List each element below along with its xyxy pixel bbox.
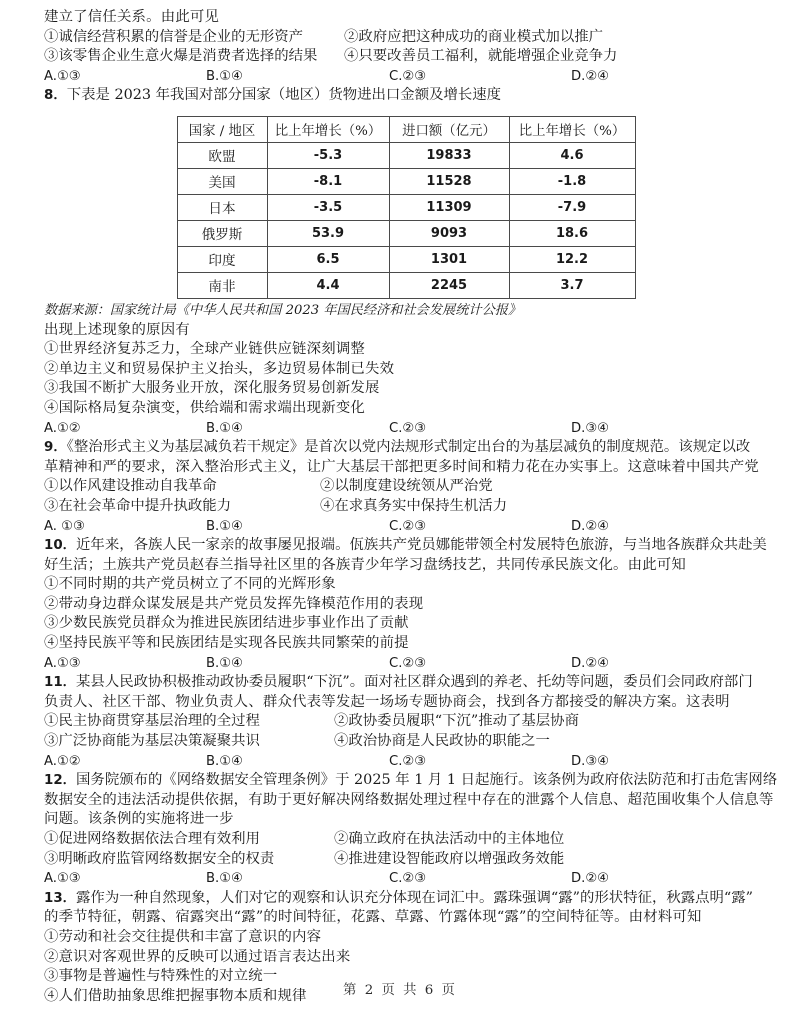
cell-growth2: 12.2 [509, 246, 635, 272]
q7-option-a[interactable]: A.①③ [44, 68, 81, 84]
q8-option-a[interactable]: A.①② [44, 420, 81, 436]
q7-sub-options-row-1 [44, 28, 760, 48]
q8-sub-option-3: ③我国不断扩大服务业开放，深化服务贸易创新发展 [44, 380, 380, 397]
q8-sub-option-1: ①世界经济复苏乏力，全球产业链供应链深刻调整 [44, 341, 365, 358]
cell-growth2: 3.7 [509, 272, 635, 298]
q8-data-source: 数据来源：国家统计局《中华人民共和国 2023 年国民经济和社会发展统计公报》 [44, 302, 522, 318]
cell-growth1: -3.5 [267, 194, 389, 220]
q10-stem-line-2: 好生活；土族共产党员赵春兰指导社区里的各族青少年学习盘绣技艺，共同传承民族文化。由此可知 [44, 556, 686, 573]
q11-number: 11． [44, 675, 77, 691]
q11-stem-line-2: 负责人、社区干部、物业负责人、群众代表等发起一场场专题协商会，找到各方都接受的解决方案。这表明 [44, 693, 730, 710]
q10-option-d[interactable]: D.②④ [571, 655, 609, 671]
q9-sub-option-4: ④在求真务实中保持生机活力 [320, 497, 508, 514]
table-row [177, 220, 635, 246]
cell-growth1: 53.9 [267, 220, 389, 246]
q11-option-d[interactable]: D.③④ [571, 753, 609, 769]
q12-sub-option-1: ①促进网络数据依法合理有效利用 [44, 831, 260, 847]
q12-sub-option-4: ④推进建设智能政府以增强政务效能 [334, 850, 565, 867]
trade-data-table [177, 116, 636, 299]
cell-country: 俄罗斯 [177, 220, 267, 246]
q8-stem [44, 86, 760, 106]
q9-stem-text-1: 《整治形式主义为基层减负若干规定》是首次以党内法规形式制定出台的为基层减负的制度规范。该规定以改 [66, 439, 751, 456]
q11-answer-options [44, 752, 760, 772]
q12-stem-line-3: 问题。该条例的实施将进一步 [44, 811, 234, 828]
q8-prompt: 出现上述现象的原因有 [44, 321, 190, 338]
q7-option-b[interactable]: B.①④ [206, 68, 243, 84]
q7-option-d[interactable]: D.②④ [571, 68, 609, 84]
q9-option-c[interactable]: C.②③ [389, 518, 427, 534]
cell-country: 美国 [177, 168, 267, 194]
cell-import: 11528 [389, 168, 509, 194]
q12-stem-line-2: 数据安全的违法活动提供依据，有助于更好解决网络数据处理过程中存在的泄露个人信息、超范围收集个人信息等 [44, 791, 774, 808]
q8-option-d[interactable]: D.③④ [571, 420, 609, 436]
q11-option-b[interactable]: B.①④ [206, 753, 243, 769]
q13-sub-option-1: ①劳动和社会交往提供和丰富了意识的内容 [44, 928, 322, 945]
q8-stem-text: 下表是 2023 年我国对部分国家（地区）货物进出口金额及增长速度 [66, 87, 502, 104]
q12-stem-line-1 [44, 771, 778, 791]
table-row [177, 246, 635, 272]
cell-growth2: -1.8 [509, 168, 635, 194]
q12-option-a[interactable]: A.①③ [44, 871, 81, 887]
cell-growth1: -8.1 [267, 168, 389, 194]
q10-option-a[interactable]: A.①③ [44, 655, 81, 671]
q8-option-b[interactable]: B.①④ [206, 420, 243, 436]
cell-import: 1301 [389, 246, 509, 272]
q10-number: 10． [44, 538, 77, 554]
table-row [177, 142, 635, 168]
q10-answer-options [44, 654, 760, 674]
q13-stem-line-1 [44, 889, 760, 909]
cell-growth2: -7.9 [509, 194, 635, 220]
q12-sub-option-2: ②确立政府在执法活动中的主体地位 [334, 831, 565, 847]
q12-stem-text-1: 国务院颁布的《网络数据安全管理条例》于 2025 年 1 月 1 日起施行。该条例为政府依法防范和打击危害网络 [76, 772, 778, 789]
q9-stem-line-1 [44, 438, 760, 458]
q11-sub-options-row-1 [44, 712, 760, 732]
cell-import: 11309 [389, 194, 509, 220]
table-row [177, 272, 635, 298]
cell-growth1: 4.4 [267, 272, 389, 298]
q7-sub-option-4: ④只要改善员工福利，就能增强企业竞争力 [344, 48, 618, 65]
cell-import: 2245 [389, 272, 509, 298]
page-content [44, 8, 778, 1006]
q8-number: 8． [44, 88, 67, 104]
cell-country: 南非 [177, 272, 267, 298]
q13-sub-option-4: ④人们借助抽象思维把握事物本质和规律 [44, 987, 307, 1004]
q7-lead: 建立了信任关系。由此可见 [44, 9, 220, 25]
q9-sub-option-3: ③在社会革命中提升执政能力 [44, 497, 232, 514]
q10-sub-option-4: ④坚持民族平等和民族团结是实现各民族共同繁荣的前提 [44, 635, 409, 652]
cell-growth2: 4.6 [509, 142, 635, 168]
q7-sub-option-3: ③该零售企业生意火爆是消费者选择的结果 [44, 48, 318, 65]
q10-stem-line-1 [44, 536, 767, 556]
q11-stem-line-1 [44, 673, 760, 693]
q8-table-container [44, 116, 760, 299]
q10-option-c[interactable]: C.②③ [389, 655, 427, 671]
q12-sub-options-row-2 [44, 850, 760, 870]
q7-answer-options [44, 67, 760, 87]
q8-sub-option-4: ④国际格局复杂演变，供给端和需求端出现新变化 [44, 399, 365, 416]
page-footer: 第 2 页 共 6 页 [343, 983, 457, 998]
q8-option-c[interactable]: C.②③ [389, 420, 427, 436]
q9-option-b[interactable]: B.①④ [206, 518, 243, 534]
q8-sub-option-2: ②单边主义和贸易保护主义抬头，多边贸易体制已失效 [44, 360, 395, 377]
q10-sub-option-3: ③少数民族党员群众为推进民族团结进步事业作出了贡献 [44, 615, 409, 632]
q11-sub-option-1: ①民主协商贯穿基层治理的全过程 [44, 713, 260, 730]
cell-growth1: -5.3 [267, 142, 389, 168]
table-header-growth-export: 比上年增长（%） [267, 116, 389, 142]
q10-sub-option-1: ①不同时期的共产党员树立了不同的光辉形象 [44, 576, 336, 593]
cell-country: 印度 [177, 246, 267, 272]
cell-growth2: 18.6 [509, 220, 635, 246]
cell-import: 9093 [389, 220, 509, 246]
table-header-row [177, 116, 635, 142]
q12-option-d[interactable]: D.②④ [571, 871, 609, 887]
q11-sub-option-2: ②政协委员履职“下沉”推动了基层协商 [334, 713, 579, 730]
table-header-import-amount: 进口额（亿元） [389, 116, 509, 142]
q11-sub-option-4: ④政治协商是人民政协的职能之一 [334, 733, 550, 750]
q11-sub-option-3: ③广泛协商能为基层决策凝聚共识 [44, 733, 260, 750]
q7-sub-option-1: ①诚信经营积累的信誉是企业的无形资产 [44, 28, 304, 45]
q12-sub-options-row-1 [44, 830, 760, 850]
q13-number: 13． [44, 890, 77, 906]
q12-option-c[interactable]: C.②③ [389, 871, 427, 887]
q7-sub-option-2: ②政府应把这种成功的商业模式加以推广 [344, 28, 604, 45]
cell-growth1: 6.5 [267, 246, 389, 272]
q10-sub-option-2: ②带动身边群众谋发展是共产党员发挥先锋模范作用的表现 [44, 595, 424, 612]
q11-option-a[interactable]: A.①② [44, 753, 81, 769]
q12-answer-options [44, 869, 760, 889]
cell-country: 日本 [177, 194, 267, 220]
q9-option-d[interactable]: D.②④ [571, 518, 609, 534]
q10-stem-text-1: 近年来，各族人民一家亲的故事屡见报端。佤族共产党员娜能带领全村发展特色旅游，与当地各族群众共赴美 [76, 537, 767, 554]
q9-number: 9． [44, 440, 67, 456]
q12-number: 12． [44, 773, 77, 789]
q13-stem-text-1: 露作为一种自然现象，人们对它的观察和认识充分体现在词汇中。露珠强调“露”的形状特征，秋露点明“露” [76, 889, 754, 906]
q9-stem-line-2: 革精神和严的要求，深入整治形式主义，让广大基层干部把更多时间和精力花在办实事上。这意味着中国共产党 [44, 458, 759, 475]
q7-sub-options-row-2 [44, 47, 760, 67]
q9-answer-options [44, 517, 760, 537]
q12-option-b[interactable]: B.①④ [206, 871, 243, 887]
q9-sub-options-row-1 [44, 477, 760, 497]
table-row [177, 168, 635, 194]
q10-option-b[interactable]: B.①④ [206, 655, 243, 671]
q12-sub-option-3: ③明晰政府监管网络数据安全的权责 [44, 850, 275, 867]
table-header-growth-import: 比上年增长（%） [509, 116, 635, 142]
q11-sub-options-row-2 [44, 732, 760, 752]
q9-sub-option-1: ①以作风建设推动自我革命 [44, 478, 217, 495]
q7-option-c[interactable]: C.②③ [389, 68, 427, 84]
q9-option-a[interactable]: A. ①③ [44, 518, 85, 534]
q11-option-c[interactable]: C.②③ [389, 753, 427, 769]
q13-stem-line-2: 的季节特征，朝露、宿露突出“露”的时间特征，花露、草露、竹露体现“露”的空间特征等。由材料可知 [44, 909, 702, 926]
q13-sub-option-2: ②意识对客观世界的反映可以通过语言表达出来 [44, 948, 351, 965]
cell-country: 欧盟 [177, 142, 267, 168]
q13-sub-option-3: ③事物是普遍性与特殊性的对立统一 [44, 968, 278, 985]
q9-sub-options-row-2 [44, 497, 760, 517]
table-header-country: 国家 / 地区 [177, 116, 267, 142]
q8-answer-options [44, 419, 760, 439]
table-row [177, 194, 635, 220]
q9-sub-option-2: ②以制度建设统领从严治党 [320, 478, 493, 495]
cell-import: 19833 [389, 142, 509, 168]
q11-stem-text-1: 某县人民政协积极推动政协委员履职“下沉”。面对社区群众遇到的养老、托幼等问题，委员们会同政府部门 [76, 674, 753, 691]
